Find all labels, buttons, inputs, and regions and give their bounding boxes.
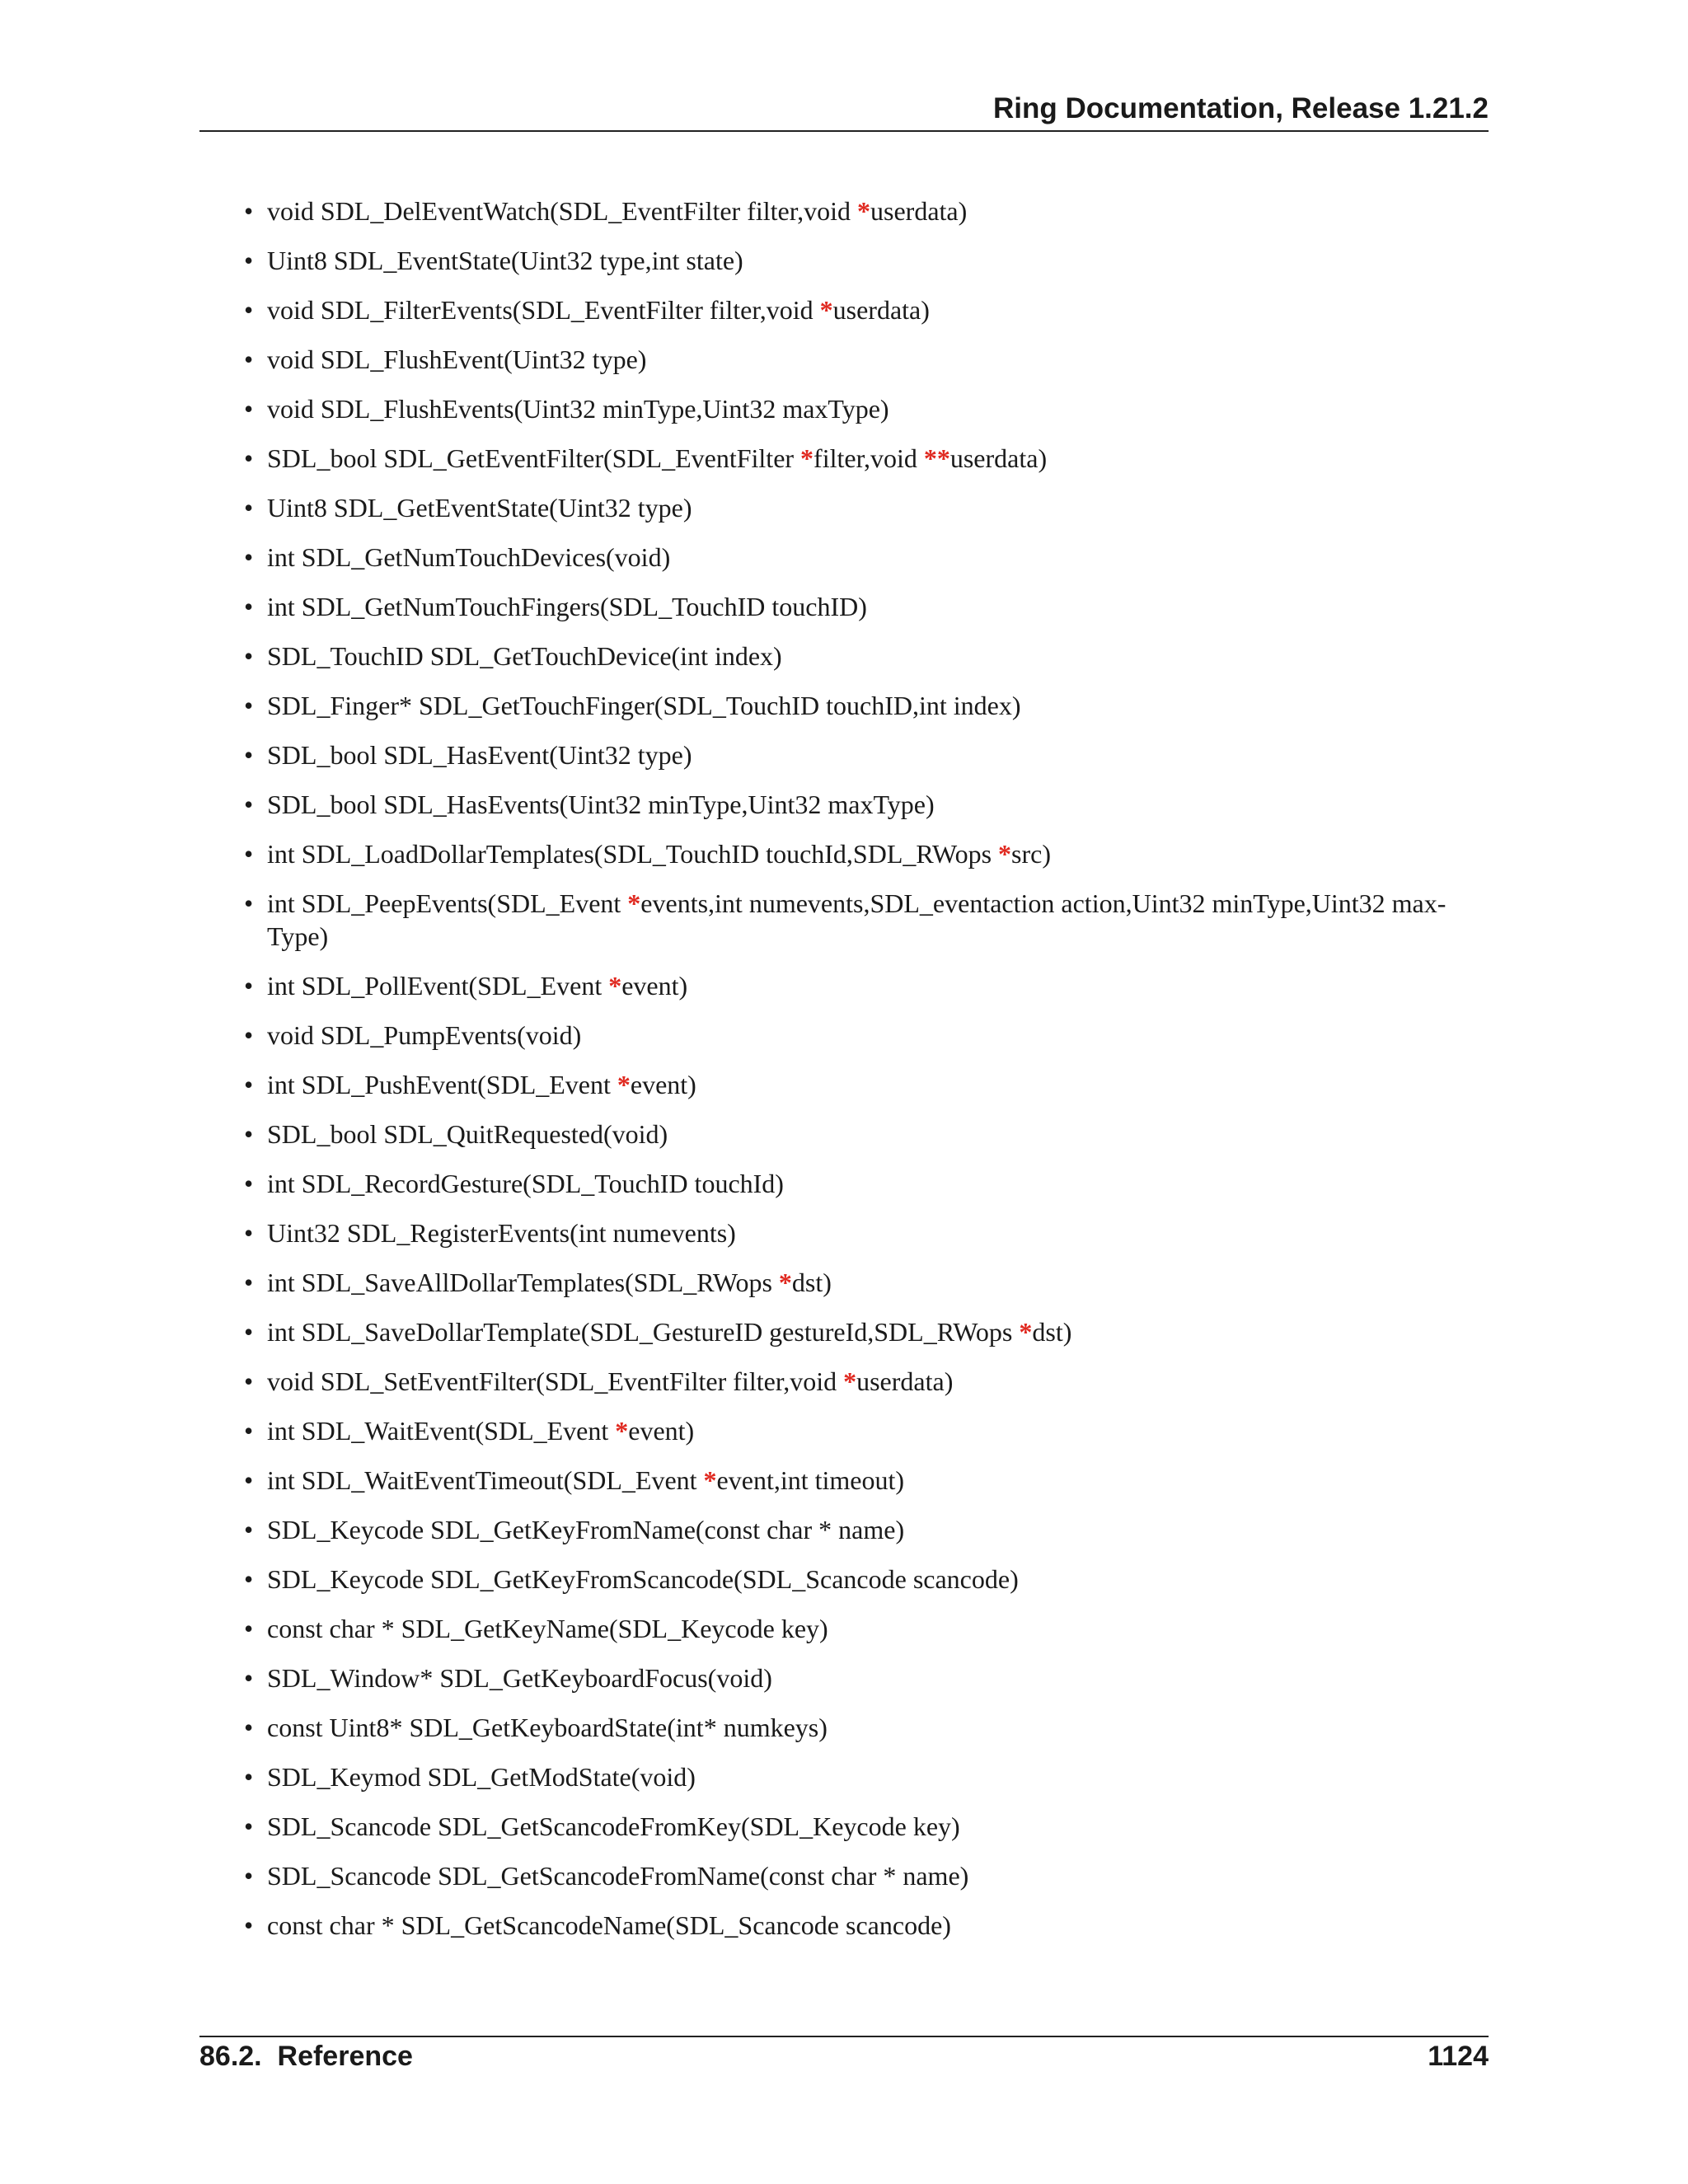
header-rule — [199, 130, 1489, 132]
signature-text: event) — [621, 971, 688, 1001]
signature-text: Uint32 SDL_RegisterEvents(int numevents) — [267, 1218, 736, 1248]
signature-text: SDL_Scancode SDL_GetScancodeFromKey(SDL_Keycode key) — [267, 1811, 960, 1841]
signature-text: userdata) — [870, 196, 968, 226]
list-item — [244, 1365, 1490, 1398]
signature-text: SDL_bool SDL_QuitRequested(void) — [267, 1119, 668, 1149]
list-item — [244, 194, 1490, 227]
list-item — [244, 1019, 1490, 1052]
signature-text: int SDL_WaitEventTimeout(SDL_Event — [267, 1465, 704, 1495]
list-item — [244, 1909, 1490, 1942]
signature-text: const Uint8* SDL_GetKeyboardState(int* numkeys) — [267, 1713, 828, 1742]
signature-text: Uint8 SDL_EventState(Uint32 type,int state) — [267, 246, 743, 275]
signature-text: int SDL_SaveAllDollarTemplates(SDL_RWops — [267, 1268, 779, 1297]
list-item — [244, 293, 1490, 326]
signature-text: int SDL_WaitEvent(SDL_Event — [267, 1416, 616, 1446]
list-item — [244, 1068, 1490, 1101]
signature-text: void SDL_SetEventFilter(SDL_EventFilter filter,void — [267, 1366, 844, 1396]
signature-text: src) — [1011, 839, 1052, 869]
signature-text: events,int numevents,SDL_eventaction action,Uint32 minType,Uint32 max-Type) — [267, 888, 1447, 951]
signature-text: void SDL_FilterEvents(SDL_EventFilter filter,void — [267, 295, 820, 325]
signature-text: SDL_Keymod SDL_GetModState(void) — [267, 1762, 696, 1792]
list-item — [244, 392, 1490, 425]
list-item — [244, 1513, 1490, 1546]
list-item — [244, 1266, 1490, 1299]
pointer-asterisk: * — [1019, 1317, 1033, 1347]
list-item — [244, 343, 1490, 376]
list-item — [244, 1167, 1490, 1200]
list-item — [244, 738, 1490, 771]
list-item — [244, 590, 1490, 623]
signature-text: int SDL_PushEvent(SDL_Event — [267, 1070, 617, 1099]
pointer-asterisk: * — [998, 839, 1012, 869]
list-item — [244, 969, 1490, 1002]
signature-text: int SDL_SaveDollarTemplate(SDL_GestureID gestureId,SDL_RWops — [267, 1317, 1020, 1347]
signature-text: filter,void — [814, 443, 924, 473]
signature-text: event) — [628, 1416, 695, 1446]
signature-text: const char * SDL_GetScancodeName(SDL_Scancode scancode) — [267, 1910, 951, 1940]
signature-text: SDL_TouchID SDL_GetTouchDevice(int index) — [267, 641, 782, 671]
signature-text: int SDL_LoadDollarTemplates(SDL_TouchID touchId,SDL_RWops — [267, 839, 999, 869]
list-item — [244, 1612, 1490, 1645]
signature-text: dst) — [1032, 1317, 1072, 1347]
list-item — [244, 887, 1490, 953]
signature-text: int SDL_PeepEvents(SDL_Event — [267, 888, 628, 918]
signature-text: userdata) — [832, 295, 930, 325]
signature-text: int SDL_GetNumTouchFingers(SDL_TouchID touchID) — [267, 592, 867, 621]
signature-text: int SDL_GetNumTouchDevices(void) — [267, 542, 671, 572]
signature-text: SDL_bool SDL_HasEvents(Uint32 minType,Uint32 maxType) — [267, 790, 935, 819]
signature-text: SDL_Keycode SDL_GetKeyFromName(const char * name) — [267, 1515, 905, 1544]
signature-text: void SDL_FlushEvents(Uint32 minType,Uint32 maxType) — [267, 394, 889, 424]
function-signature-list — [244, 194, 1490, 1958]
signature-text: dst) — [791, 1268, 832, 1297]
signature-text: SDL_Scancode SDL_GetScancodeFromName(const char * name) — [267, 1861, 969, 1891]
pointer-asterisk: * — [778, 1268, 792, 1297]
signature-text: userdata) — [856, 1366, 954, 1396]
pointer-asterisk: ** — [923, 443, 950, 473]
signature-text: SDL_Finger* SDL_GetTouchFinger(SDL_TouchID touchID,int index) — [267, 691, 1021, 720]
list-item — [244, 1760, 1490, 1793]
signature-text: int SDL_RecordGesture(SDL_TouchID touchId) — [267, 1169, 784, 1198]
signature-text: SDL_bool SDL_GetEventFilter(SDL_EventFilter — [267, 443, 801, 473]
list-item — [244, 1118, 1490, 1151]
signature-text: int SDL_PollEvent(SDL_Event — [267, 971, 609, 1001]
list-item — [244, 640, 1490, 673]
running-header-title: Ring Documentation, Release 1.21.2 — [992, 92, 1489, 124]
footer-rule — [199, 2036, 1489, 2037]
pointer-asterisk: * — [608, 971, 622, 1001]
signature-text: Uint8 SDL_GetEventState(Uint32 type) — [267, 493, 692, 523]
pointer-asterisk: * — [703, 1465, 717, 1495]
signature-text: userdata) — [950, 443, 1048, 473]
list-item — [244, 244, 1490, 277]
pointer-asterisk: * — [627, 888, 641, 918]
signature-text: event) — [630, 1070, 696, 1099]
signature-text: SDL_Window* SDL_GetKeyboardFocus(void) — [267, 1663, 772, 1693]
list-item — [244, 442, 1490, 475]
list-item — [244, 1315, 1490, 1348]
list-item — [244, 541, 1490, 574]
pointer-asterisk: * — [843, 1366, 857, 1396]
list-item — [244, 1859, 1490, 1892]
footer-section-title: 86.2. Reference — [199, 2041, 413, 2072]
list-item — [244, 1414, 1490, 1447]
pointer-asterisk: * — [857, 196, 870, 226]
signature-text: const char * SDL_GetKeyName(SDL_Keycode key) — [267, 1614, 828, 1643]
list-item — [244, 689, 1490, 722]
signature-text: SDL_Keycode SDL_GetKeyFromScancode(SDL_Scancode scancode) — [267, 1564, 1019, 1594]
pointer-asterisk: * — [819, 295, 833, 325]
signature-text: void SDL_FlushEvent(Uint32 type) — [267, 344, 647, 374]
list-item — [244, 1711, 1490, 1744]
list-item — [244, 1661, 1490, 1694]
list-item — [244, 1563, 1490, 1596]
list-item — [244, 1216, 1490, 1249]
page-number: 1124 — [1428, 2041, 1489, 2072]
pointer-asterisk: * — [800, 443, 814, 473]
list-item — [244, 1464, 1490, 1497]
signature-text: SDL_bool SDL_HasEvent(Uint32 type) — [267, 740, 692, 770]
pointer-asterisk: * — [617, 1070, 631, 1099]
signature-text: void SDL_PumpEvents(void) — [267, 1020, 582, 1050]
list-item — [244, 1810, 1490, 1843]
signature-text: event,int timeout) — [716, 1465, 905, 1495]
list-item — [244, 491, 1490, 524]
list-item — [244, 788, 1490, 821]
pointer-asterisk: * — [615, 1416, 629, 1446]
list-item — [244, 837, 1490, 870]
signature-text: void SDL_DelEventWatch(SDL_EventFilter filter,void — [267, 196, 857, 226]
